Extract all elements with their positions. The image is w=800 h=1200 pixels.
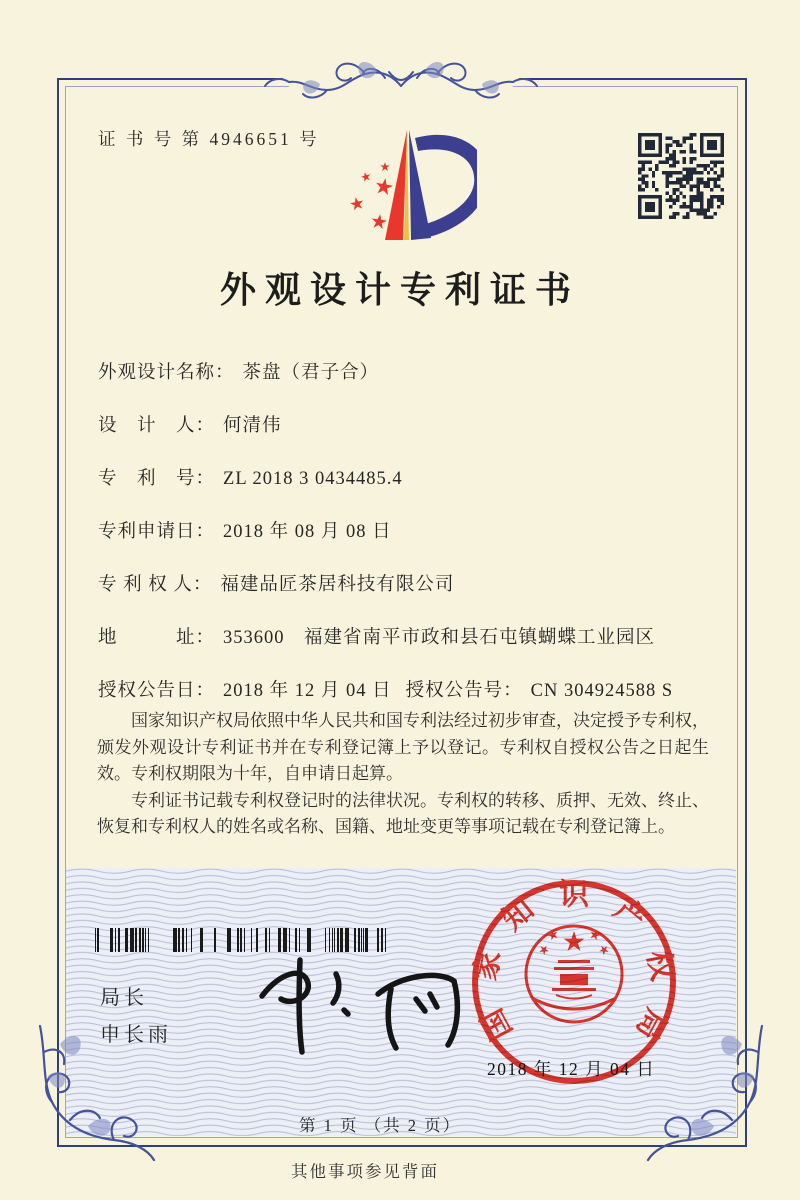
legal-paragraph-2: 专利证书记载专利权登记时的法律状况。专利权的转移、质押、无效、终止、恢复和专利权人的姓名或名称、国籍、地址变更等事项记载在专利登记簿上。 xyxy=(97,790,709,836)
field-label: 地 址： xyxy=(98,628,216,648)
field-value: ZL 2018 3 0434485.4 xyxy=(223,469,403,489)
national-emblem-icon xyxy=(526,926,622,1022)
grant-number xyxy=(406,681,674,701)
director-name: 申长雨 xyxy=(100,1024,172,1046)
field-label: 专 利 号： xyxy=(98,469,216,489)
cnipa-patent-logo-icon xyxy=(335,124,477,246)
field-value: 2018 年 12 月 04 日 xyxy=(223,681,392,701)
field-application-date xyxy=(98,519,718,572)
legal-text xyxy=(97,708,709,841)
top-border-ornament xyxy=(260,44,542,110)
certificate-number: 证 书 号 第 4946651 号 xyxy=(98,129,320,149)
back-note: 其他事项参见背面 xyxy=(291,1162,439,1181)
field-label: 专利申请日： xyxy=(98,522,216,542)
field-address xyxy=(98,625,718,678)
seal-text: 国家知识产权局 xyxy=(469,878,679,1046)
field-label: 专 利 权 人： xyxy=(98,575,213,595)
field-value: 茶盘（君子合） xyxy=(242,363,380,383)
field-patentee xyxy=(98,572,718,625)
director-title: 局长 xyxy=(100,987,148,1009)
certificate-title: 外观设计专利证书 xyxy=(219,270,580,310)
field-label: 外观设计名称： xyxy=(98,363,235,383)
page-number: 第 1 页 （共 2 页） xyxy=(298,1116,462,1135)
certificate-fields xyxy=(98,360,718,731)
field-value: 2018 年 08 月 08 日 xyxy=(223,522,392,542)
field-value: 福建品匠茶居科技有限公司 xyxy=(220,575,455,595)
field-design-name xyxy=(98,360,718,413)
field-label: 授权公告日： xyxy=(98,681,216,701)
director-block xyxy=(100,980,172,1054)
field-label: 授权公告号： xyxy=(405,681,523,701)
field-value: 何清伟 xyxy=(223,416,282,436)
field-designer xyxy=(98,413,718,466)
field-patent-number xyxy=(98,466,718,519)
qr-code xyxy=(638,133,724,219)
director-signature xyxy=(228,944,478,1064)
field-value: 353600 福建省南平市政和县石屯镇蝴蝶工业园区 xyxy=(223,628,656,648)
field-value: CN 304924588 S xyxy=(530,681,674,701)
legal-paragraph-1: 国家知识产权局依照中华人民共和国专利法经过初步审查，决定授予专利权，颁发外观设计专利证书并在专利登记簿上予以登记。专利权自授权公告之日起生效。专利权期限为十年，自申请日起算。 xyxy=(97,711,709,783)
field-label: 设 计 人： xyxy=(98,416,216,436)
seal-date: 2018 年 12 月 04 日 xyxy=(487,1059,656,1079)
grant-date xyxy=(98,678,400,704)
